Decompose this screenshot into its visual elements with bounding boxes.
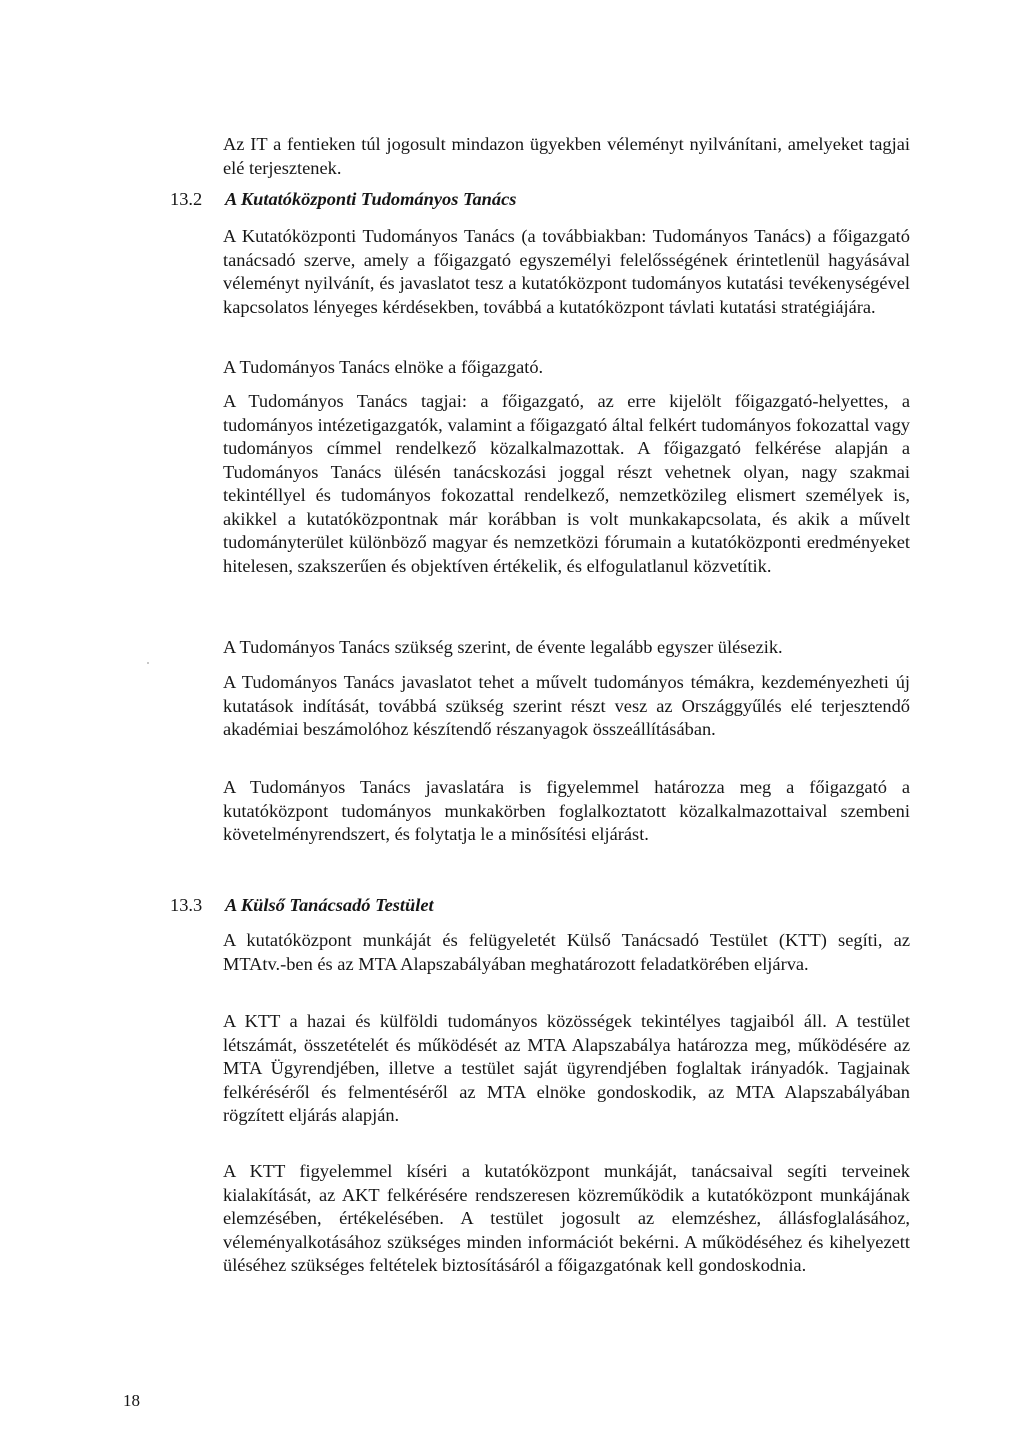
scan-speck bbox=[147, 662, 149, 664]
paragraph-13-3-2: A KTT a hazai és külföldi tudományos közösségek tekintélyes tagjaiból áll. A testület létszámát, összetételét és működését az MTA Alapszabálya határozza meg, működésére az MTA Ügyrendjében, illetve a testület saját ügyrendjében foglaltak irányadók. Tagjainak felkéréséről és felmentéséről az MTA elnöke gondoskodik, az MTA Alapszabályában rögzített eljárás alapján. bbox=[223, 1011, 910, 1125]
paragraph-13-2-2: A Tudományos Tanács elnöke a főigazgató. bbox=[223, 357, 544, 377]
paragraph-13-2-5: A Tudományos Tanács javaslatot tehet a művelt tudományos témákra, kezdeményezheti új kutatások indítását, továbbá szükség szerint részt vesz az Országgyűlés elé terjesztendő akadémiai beszámolóhoz készítendő részanyagok összeállításában. bbox=[223, 672, 910, 739]
paragraph-13-2-1: A Kutatóközponti Tudományos Tanács (a továbbiakban: Tudományos Tanács) a főigazgató tanácsadó szerve, amely a főigazgató egyszemélyi felelősségének érintetlenül hagyásával véleményt nyilvánít, és javaslatot tesz a kutatóközpont tudományos kutatási tevékenységével kapcsolatos lényeges kérdésekben, továbbá a kutatóközpont távlati kutatási stratégiájára. bbox=[223, 226, 910, 317]
paragraph-13-3-1: A kutatóközpont munkáját és felügyeletét Külső Tanácsadó Testület (KTT) segíti, az MTAtv.-ben és az MTA Alapszabályában meghatározott feladatkörében eljárva. bbox=[223, 930, 910, 974]
section-number: 13.3 bbox=[170, 895, 203, 915]
paragraph-13-2-3: A Tudományos Tanács tagjai: a főigazgató, az erre kijelölt főigazgató-helyettes, a tudományos intézetigazgatók, valamint a főigazgató által felkért tudományos fokozattal vagy tudományos címmel rendelkező közalkalmazottak. A főigazgató felkérése alapján a Tudományos Tanács ülésén tanácskozási joggal részt vehetnek olyan, nagy szakmai tekintéllyel és tudományos fokozattal rendelkező, nemzetközileg elismert személyek is, akikkel a kutatóközpontnak már korábban is volt munkakapcsolata, és akik a művelt tudományterület különböző magyar és nemzetközi fórumain a kutatóközponti eredményeket hitelesen, szakszerűen és objektíven értékelik, és elfogulatlanul közvetítik. bbox=[223, 391, 910, 576]
paragraph-13-3-3: A KTT figyelemmel kíséri a kutatóközpont munkáját, tanácsaival segíti terveinek kialakítását, az AKT felkérésére rendszeresen közreműködik a kutatóközpont munkájának elemzésében, értékelésében. A testület jogosult az elemzéshez, állásfoglalásához, véleményalkotásához szükséges minden információt bekérni. A működéséhez és kihelyezett üléséhez szükséges feltételek biztosításáról a főigazgatónak kell gondoskodnia. bbox=[223, 1161, 910, 1275]
intro-paragraph: Az IT a fentieken túl jogosult mindazon ügyekben véleményt nyilvánítani, amelyeket tagjai elé terjesztenek. bbox=[223, 134, 910, 178]
page-number: 18 bbox=[123, 1391, 140, 1410]
section-title: A Külső Tanácsadó Testület bbox=[225, 895, 434, 915]
section-number: 13.2 bbox=[170, 189, 203, 209]
section-title: A Kutatóközponti Tudományos Tanács bbox=[225, 189, 517, 209]
paragraph-13-2-6: A Tudományos Tanács javaslatára is figyelemmel határozza meg a főigazgató a kutatóközpont tudományos munkakörben foglalkoztatott közalkalmazottaival szembeni követelményrendszert, és folytatja le a minősítési eljárást. bbox=[223, 777, 910, 844]
paragraph-13-2-4: A Tudományos Tanács szükség szerint, de évente legalább egyszer ülésezik. bbox=[223, 637, 783, 657]
